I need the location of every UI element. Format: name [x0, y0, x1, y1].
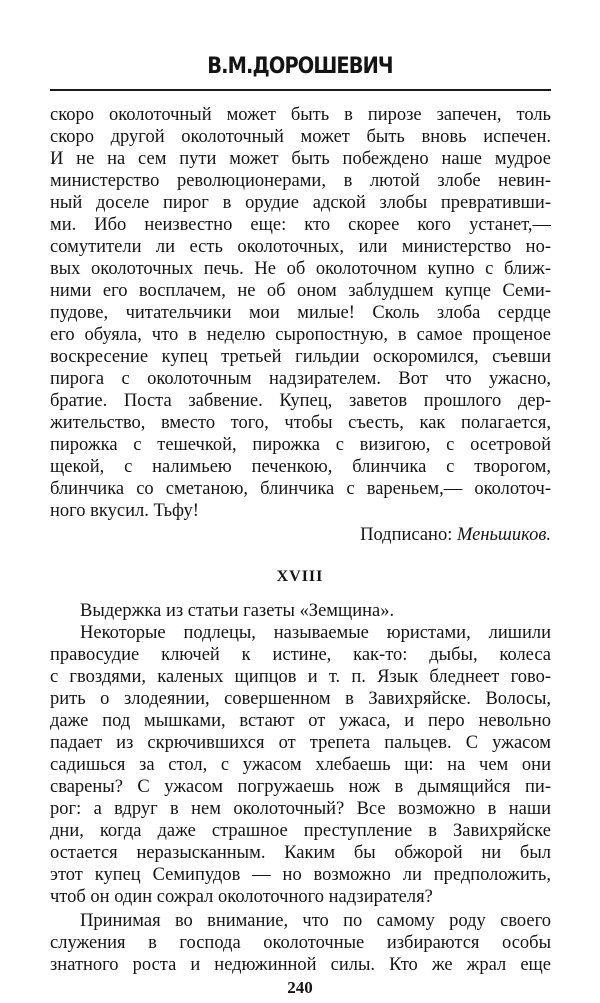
text-line: его обуяла, что в неделю сыропостную, в самое прощеное — [50, 325, 551, 345]
text-line: с гвоздями, каленых щипцов и т. п. Язык бледнеет гово- — [50, 667, 551, 687]
text-line: падает из скрючившихся от трепета пальцев. С ужасом — [50, 733, 551, 753]
text-line: ними его восплачем, не об оном заблудшем купце Семи- — [50, 281, 551, 301]
text-line: братие. Поста забвение. Купец, заветов прошлого дер- — [50, 391, 551, 411]
text-line: вых околоточных печь. Не об околоточном купно с ближ- — [50, 259, 551, 279]
text-line: пудове, читательчики мои милые! Сколь злоба сердце — [50, 303, 551, 323]
text-line: жительство, вместо того, чтобы съесть, как полагается, — [50, 413, 551, 433]
text-line: этот купец Семипудов — но возможно ли предположить, — [50, 865, 551, 885]
text-line: правосудие ключей к истине, как-то: дыбы, колеса — [50, 645, 551, 665]
page-number: 240 — [287, 978, 313, 997]
text-line: ного вкусил. Тьфу! — [50, 501, 199, 521]
signature — [50, 524, 551, 546]
text-line: скоро околоточный может быть в пирозе запечен, толь — [50, 105, 551, 125]
text-line: воскресение купец третьей гильдии оскоромился, съевши — [50, 347, 551, 367]
text-line: И не на сем пути может быть побеждено наше мудрое — [50, 149, 551, 169]
section-heading: XVIII — [276, 568, 324, 585]
header-rule — [50, 89, 551, 91]
text-line: ный доселе пирог в орудие адской злобы превративши- — [50, 193, 551, 213]
text-line: знатного роста и недюжинной силы. Кто же жрал еще — [50, 955, 551, 975]
signature-label: Подписано: — [360, 525, 453, 545]
text-line: ми. Ибо неизвестно еще: кто скорее кого устанет,— — [50, 215, 551, 235]
text-line: Выдержка из статьи газеты «Земщина». — [80, 601, 395, 621]
text-line: пирога с околоточным надзирателем. Вот что ужасно, — [50, 369, 551, 389]
text-line: рить о злодеянии, совершенном в Завихряйске. Волосы, — [50, 689, 551, 709]
text-line: пирожка с тешечкой, пирожка с визигою, с осетровой — [50, 435, 551, 455]
text-line: министерство революционерами, в лютой злобе невин- — [50, 171, 551, 191]
text-line: Некоторые подлецы, называемые юристами, лишили — [80, 623, 551, 643]
text-line: щекой, с налимьею печенкою, блинчика с творогом, — [50, 457, 551, 477]
text-line: скоро другой околоточный может быть вновь испечен. — [50, 127, 551, 147]
text-line: остается неразысканным. Каким бы обжорой ни был — [50, 843, 551, 863]
running-head: В.М.ДОРОШЕВИЧ — [207, 54, 393, 79]
signature-name: Меньшиков. — [456, 525, 551, 545]
text-line: даже под мышками, встают от ужаса, и перо невольно — [50, 711, 551, 731]
text-line: сомутители ли есть околоточных, или министерство но- — [50, 237, 551, 257]
text-line: садишься за стол, с ужасом хлебаешь щи: на чем они — [50, 755, 551, 775]
text-line: блинчика со сметаною, блинчика с вареньем,— околоточ- — [50, 479, 551, 499]
text-line: Принимая во внимание, что по самому роду своего — [80, 911, 551, 931]
text-line: чтоб он один сожрал околоточного надзирателя? — [50, 887, 433, 907]
text-line: сварены? С ужасом погружаешь нож в дымящийся пи- — [50, 777, 551, 797]
text-line: служения в господа околоточные избираются особы — [50, 933, 551, 953]
text-line: дни, когда даже страшное преступление в Завихряйске — [50, 821, 551, 841]
text-line: рог: а вдруг в нем околоточный? Все возможно в наши — [50, 799, 551, 819]
